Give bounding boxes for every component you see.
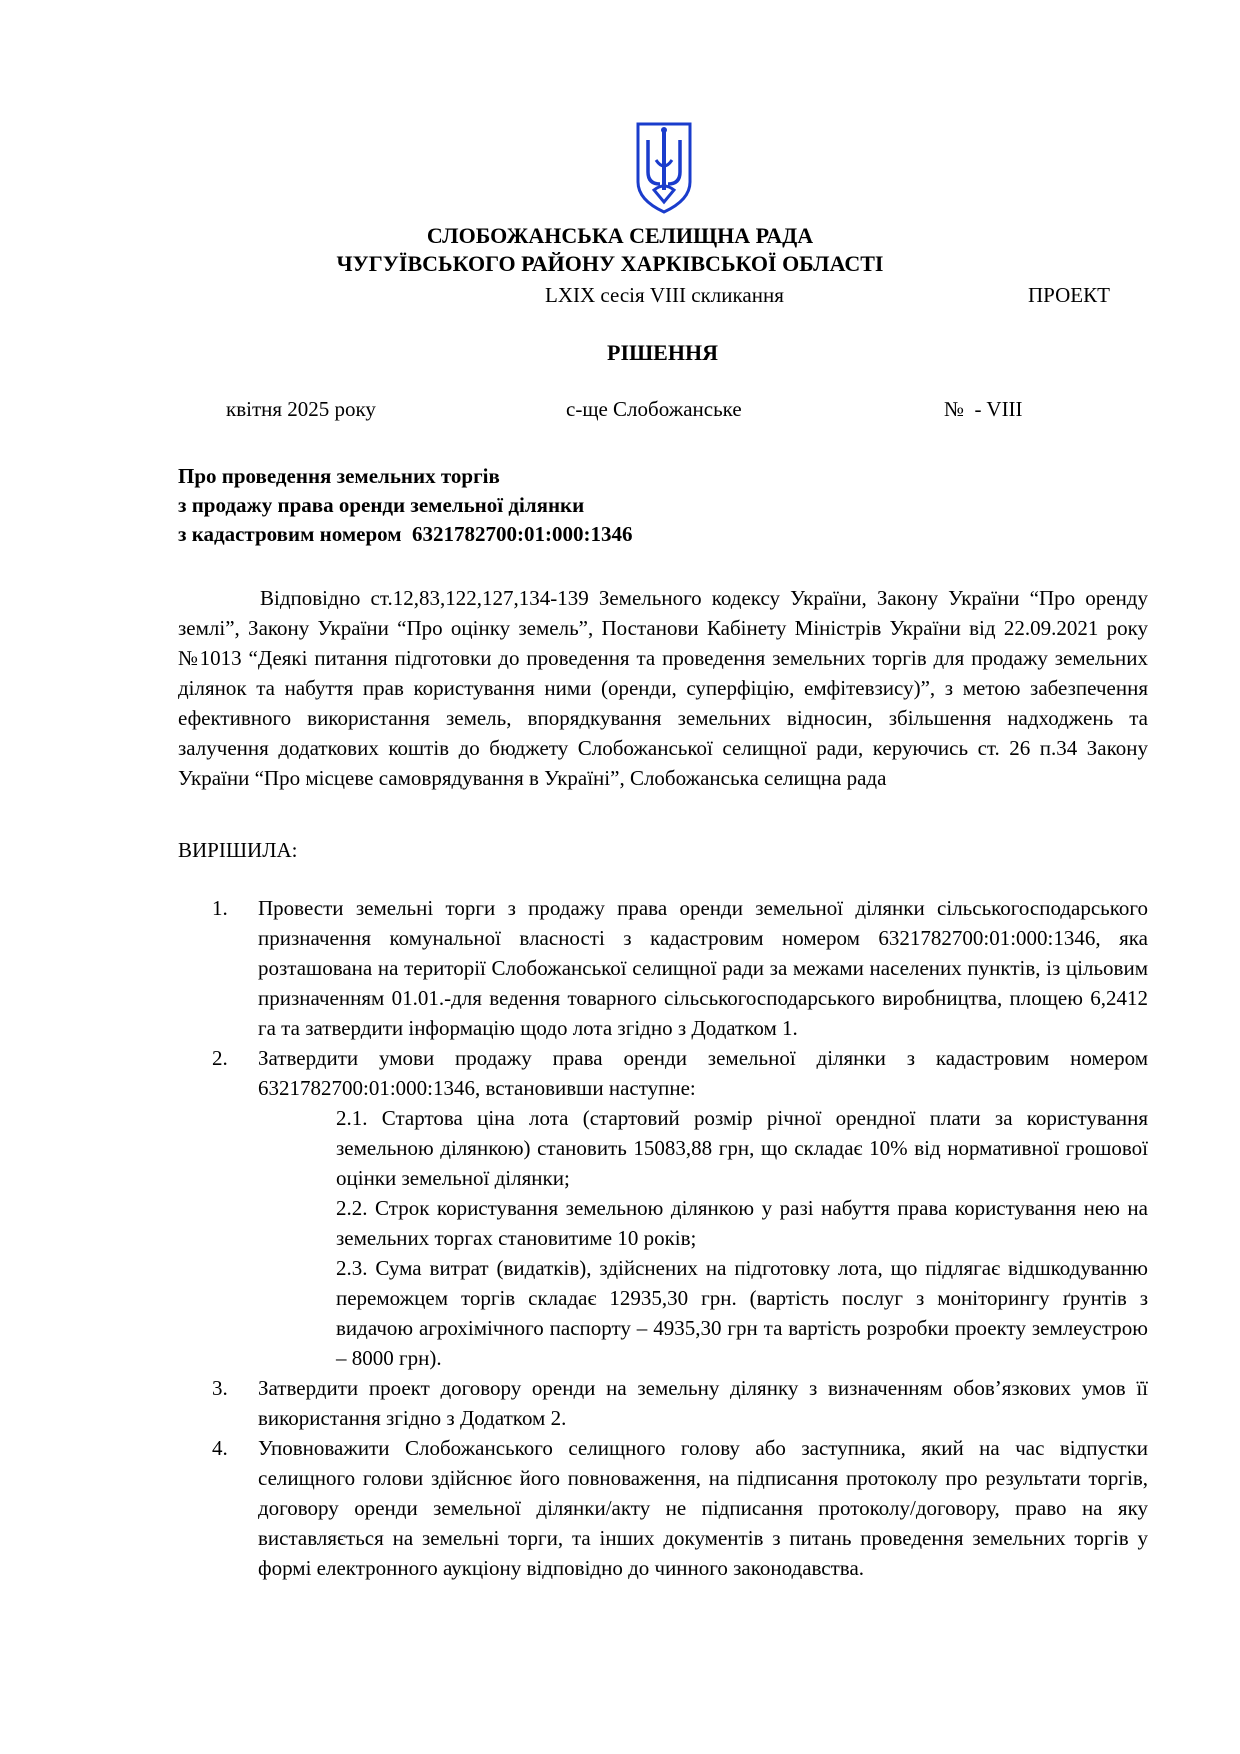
council-name: СЛОБОЖАНСЬКА СЕЛИЩНА РАДА: [426, 223, 814, 248]
item-text: Затвердити умови продажу права оренди земельної ділянки з кадастровим номером 6321782700:01:000:1346, встановивши наступне:: [258, 1046, 1148, 1100]
draft-mark: ПРОЕКТ: [1028, 283, 1110, 307]
list-item: [178, 1433, 1148, 1583]
decision-number: № - VIII: [944, 397, 1023, 421]
item-text: Затвердити проект договору оренди на земельну ділянку з визначенням обов’язкових умов її використання згідно з Додатком 2.: [258, 1376, 1148, 1430]
decision-items: [178, 893, 1148, 1583]
resolved-heading: ВИРІШИЛА:: [178, 838, 298, 862]
decision-place: с-ще Слобожанське: [566, 397, 742, 421]
item-number: 3.: [212, 1376, 228, 1400]
sub-item: 2.3. Сума витрат (видатків), здійснених на підготовку лота, що підлягає відшкодуванню переможцем торгів складає 12935,30 грн. (вартість послуг з моніторингу ґрунтів з видачою агрохімічного паспорту – 4935,30 грн та вартість розробки проекту землеустрою – 8000 грн).: [336, 1256, 1148, 1370]
list-item: [178, 1373, 1148, 1433]
item-number: 2.: [212, 1046, 228, 1070]
preamble: [178, 583, 1148, 793]
list-item: [178, 893, 1148, 1043]
item-number: 4.: [212, 1436, 228, 1460]
item-text: Уповноважити Слобожанського селищного голову або заступника, який на час відпустки селищного голови здійснює його повноваження, на підписання протоколу про результати торгів, договору оренди земельної ділянки/акту не підписання протоколу/договору, право на яку виставляється на земельні торги, та інших документів з питань проведення земельних торгів у формі електронного аукціону відповідно до чинного законодавства.: [258, 1436, 1148, 1580]
item-text: Провести земельні торги з продажу права оренди земельної ділянки сільськогосподарського призначення комунальної власності з кадастровим номером 6321782700:01:000:1346, яка розташована на території Слобожанської селищної ради за межами населених пунктів, із цільовим призначенням 01.01.-для ведення товарного сільськогосподарського виробництва, площею 6,2412 га та затвердити інформацію щодо лота згідно з Додатком 1.: [258, 896, 1148, 1040]
list-item: [178, 1043, 1148, 1373]
document-type-title: РІШЕННЯ: [607, 340, 718, 365]
preamble-text: Відповідно ст.12,83,122,127,134-139 Земельного кодексу України, Закону України “Про оренду землі”, Закону України “Про оцінку земель”, Постанови Кабінету Міністрів України від 22.09.2021 року №1013 “Деякі питання підготовки до проведення та проведення земельних торгів для продажу земельних ділянок та набуття прав користування ними (оренди, суперфіцію, емфітевзису)”, з метою забезпечення ефективного використання земель, впорядкування земельних відносин, збільшення надходжень та залучення додаткових коштів до бюджету Слобожанської селищної ради, керуючись ст. 26 п.34 Закону України “Про місцеве самоврядування в Україні”, Слобожанська селищна рада: [178, 586, 1148, 790]
district-name: ЧУГУЇВСЬКОГО РАЙОНУ ХАРКІВСЬКОЇ ОБЛАСТІ: [336, 251, 884, 276]
decision-subject: [178, 462, 633, 549]
session-label: LXIX сесія VIII скликання: [545, 283, 784, 307]
trident-coat-of-arms-icon: [634, 120, 694, 216]
subject-line: з кадастровим номером 6321782700:01:000:1346: [178, 522, 633, 546]
subject-line: Про проведення земельних торгів: [178, 464, 500, 488]
subject-line: з продажу права оренди земельної ділянки: [178, 493, 585, 517]
sub-item: 2.1. Стартова ціна лота (стартовий розмір річної орендної плати за користування земельною ділянкою) становить 15083,88 грн, що складає 10% від нормативної грошової оцінки земельної ділянки;: [336, 1106, 1148, 1190]
decision-date: квітня 2025 року: [226, 397, 376, 421]
item-number: 1.: [212, 896, 228, 920]
sub-item: 2.2. Строк користування земельною ділянкою у разі набуття права користування нею на земельних торгах становитиме 10 років;: [336, 1196, 1148, 1250]
